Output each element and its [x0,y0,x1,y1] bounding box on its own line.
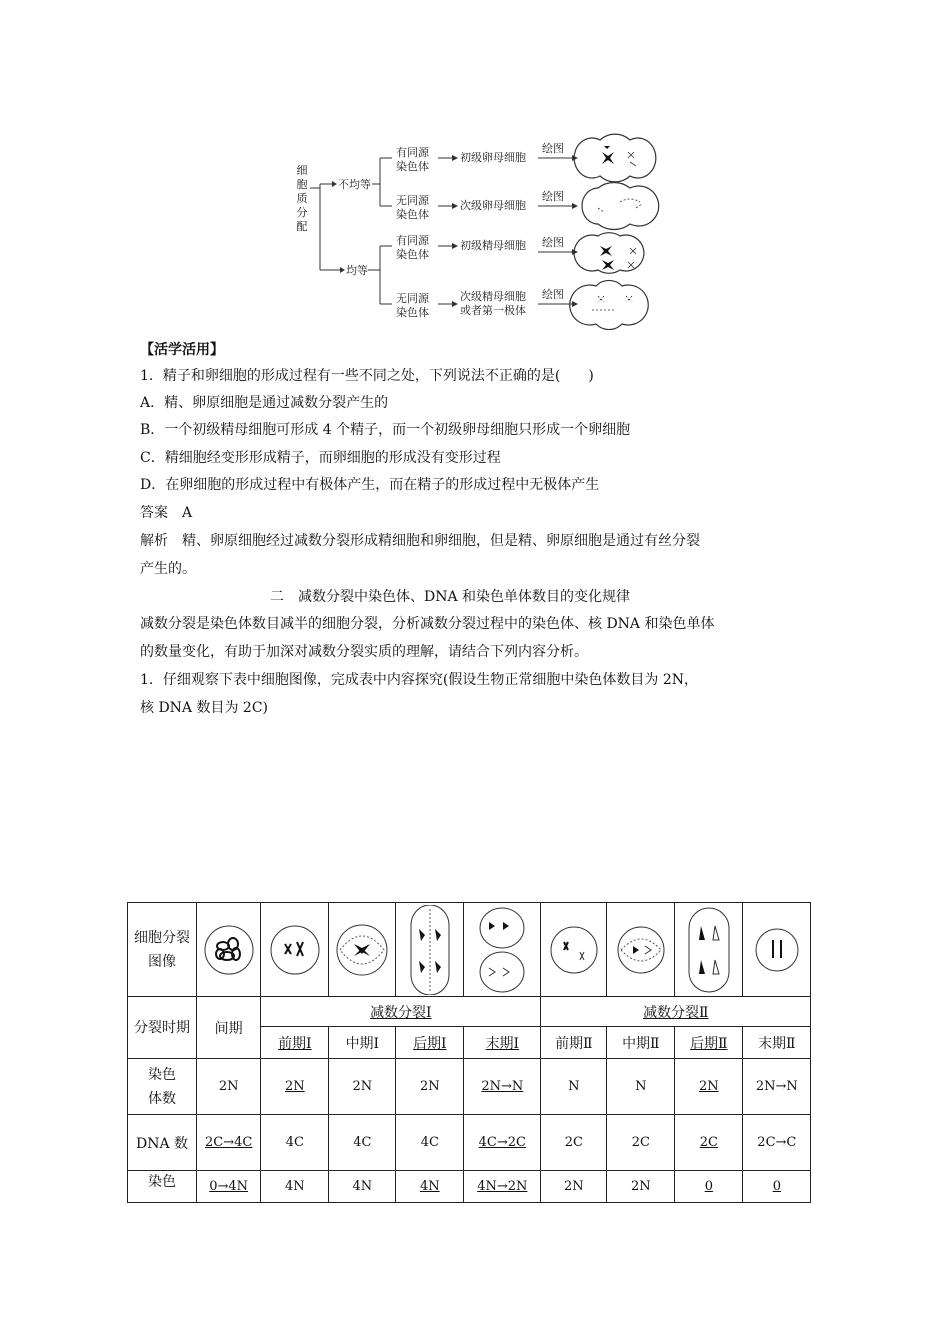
chromatid-cell: 4N [396,1171,464,1203]
no-homolog-label-2: 无同源染色体 [396,292,429,319]
chromosome-cell: 2N [197,1059,261,1115]
row-label-chromosome: 染色体数 [128,1059,197,1115]
phase-metaphase-2: 中期Ⅱ [607,1027,675,1059]
cell-image-prophase-2 [541,903,607,997]
option-a: A．精、卵原细胞是通过减数分裂产生的 [140,395,389,411]
phase-anaphase-2: 后期Ⅱ [675,1027,743,1059]
chromosome-cell: N [607,1059,675,1115]
dna-row [128,1115,811,1171]
cell-image-anaphase-2 [675,903,743,997]
dna-cell: 2C [541,1115,607,1171]
phase-telophase-2: 末期Ⅱ [743,1027,811,1059]
chromatid-row [128,1171,811,1203]
cell-image-prophase-1 [261,903,329,997]
phase-anaphase-1: 后期Ⅰ [396,1027,464,1059]
unequal-label: 不均等 [338,178,371,191]
answer: 答案 A [140,505,193,521]
dna-cell: 4C [261,1115,329,1171]
chromosome-cell: 2N [675,1059,743,1115]
section-heading: 【活学活用】 [140,342,224,358]
chromatid-cell: 2N [541,1171,607,1203]
intro-line-2: 的数量变化，有助于加深对减数分裂实质的理解，请结合下列内容分析。 [140,644,588,660]
row-label-image: 细胞分裂图像 [128,903,197,997]
dna-cell: 4C→2C [464,1115,541,1171]
draw-label-3: 绘图 [542,236,564,249]
row-label-dna: DNA 数 [128,1115,197,1171]
cell-image-telophase-2 [743,903,811,997]
dna-cell: 2C [675,1115,743,1171]
secondary-spermatocyte-label: 次级精母细胞 [460,290,526,303]
chromosome-cell: N [541,1059,607,1115]
chromosome-cell: 2N [396,1059,464,1115]
chromosome-cell: 2N→N [464,1059,541,1115]
first-polar-body-label: 或者第一极体 [460,304,526,317]
dna-cell: 2C→C [743,1115,811,1171]
row-label-chromatid: 染色 [128,1171,197,1203]
interphase-label: 间期 [197,997,261,1059]
chromatid-cell: 4N [261,1171,329,1203]
chromatid-cell: 0→4N [197,1171,261,1203]
task-line-1: 1．仔细观察下表中细胞图像，完成表中内容探究(假设生物正常细胞中染色体数目为 2N， [140,672,698,688]
option-d: D．在卵细胞的形成过程中有极体产生，而在精子的形成过程中无极体产生 [140,477,600,493]
phase-telophase-1: 末期Ⅰ [464,1027,541,1059]
cell-image-telophase-1 [464,903,541,997]
cell-image-anaphase-1 [396,903,464,997]
cytoplasm-division-label: 细胞质分配 [296,164,308,233]
dna-cell: 4C [329,1115,396,1171]
analysis-line-1: 解析 精、卵原细胞经过减数分裂形成精细胞和卵细胞，但是精、卵原细胞是通过有丝分裂 [140,533,700,549]
option-c: C．精细胞经变形形成精子，而卵细胞的形成没有变形过程 [140,450,501,466]
primary-oocyte-label: 初级卵母细胞 [460,151,526,164]
no-homolog-label-1: 无同源染色体 [396,194,429,221]
meiosis-table [127,902,811,1203]
cell-image-interphase [197,903,261,997]
secondary-oocyte-label: 次级卵母细胞 [460,199,526,212]
cytoplasm-division-diagram [280,118,660,330]
question-stem: 1．精子和卵细胞的形成过程有一些不同之处，下列说法不正确的是( ) [140,368,594,384]
intro-line-1: 减数分裂是染色体数目减半的细胞分裂，分析减数分裂过程中的染色体、核 DNA 和染色单体 [140,616,715,632]
chromosome-cell: 2N [261,1059,329,1115]
analysis-line-2: 产生的。 [140,561,196,577]
chromosome-cell: 2N→N [743,1059,811,1115]
equal-label: 均等 [346,264,368,277]
cell-image-metaphase-2 [607,903,675,997]
image-row [128,903,811,997]
primary-spermatocyte-label: 初级精母细胞 [460,239,526,252]
phase-metaphase-1: 中期Ⅰ [329,1027,396,1059]
chromatid-cell: 0 [743,1171,811,1203]
section-2-title: 二 减数分裂中染色体、DNA 和染色单体数目的变化规律 [270,589,631,605]
task-line-2: 核 DNA 数目为 2C) [140,700,269,716]
chromatid-cell: 4N [329,1171,396,1203]
draw-label-1: 绘图 [542,142,564,155]
cell-image-metaphase-1 [329,903,396,997]
draw-label-2: 绘图 [542,190,564,203]
phase-prophase-1: 前期Ⅰ [261,1027,329,1059]
meiosis-1-label: 减数分裂Ⅰ [261,997,541,1027]
dna-cell: 4C [396,1115,464,1171]
chromatid-cell: 2N [607,1171,675,1203]
has-homolog-label-1: 有同源染色体 [396,146,429,173]
has-homolog-label-2: 有同源染色体 [396,234,429,261]
dna-cell: 2C→4C [197,1115,261,1171]
phase-prophase-2: 前期Ⅱ [541,1027,607,1059]
row-label-period: 分裂时期 [128,997,197,1059]
dna-cell: 2C [607,1115,675,1171]
meiosis-2-label: 减数分裂Ⅱ [541,997,811,1027]
chromatid-cell: 0 [675,1171,743,1203]
option-b: B．一个初级精母细胞可形成 4 个精子，而一个初级卵母细胞只形成一个卵细胞 [140,422,631,438]
draw-label-4: 绘图 [542,288,564,301]
chromosome-cell: 2N [329,1059,396,1115]
chromosome-row [128,1059,811,1115]
period-group-row [128,997,811,1027]
chromatid-cell: 4N→2N [464,1171,541,1203]
